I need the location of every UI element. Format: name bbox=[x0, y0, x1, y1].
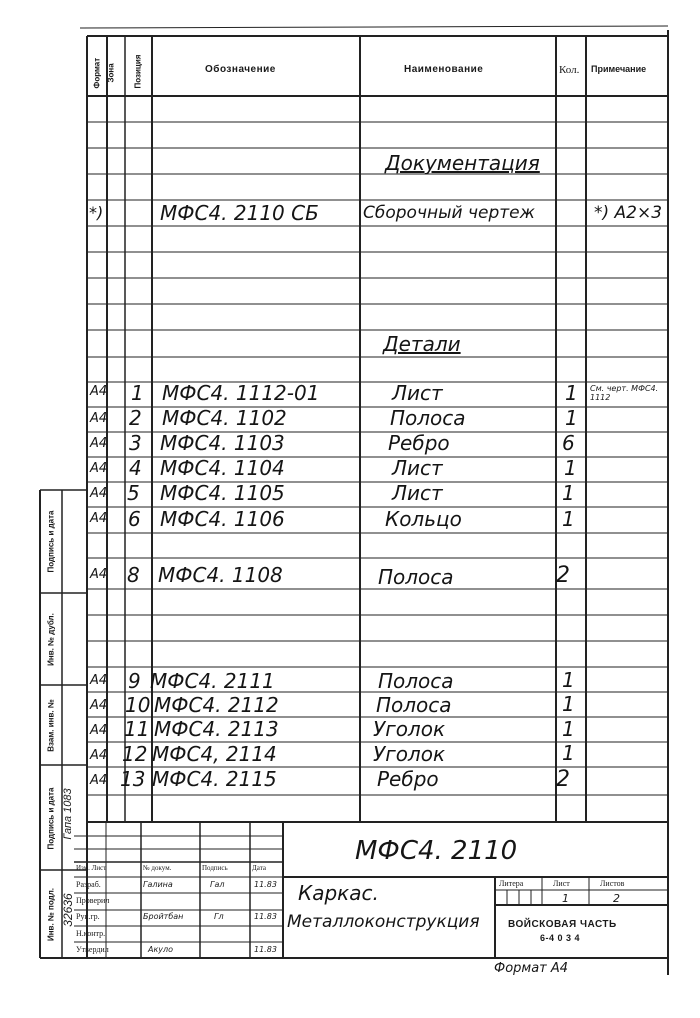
row-position: 9 bbox=[128, 669, 141, 693]
role-header-role: Изм. Лист bbox=[76, 864, 107, 872]
role-approver-name: Акуло bbox=[148, 945, 174, 954]
role-group-lead: Рук.гр. bbox=[76, 912, 100, 921]
row-designation: МФС4. 1112-01 bbox=[162, 381, 320, 405]
row-format: А4 bbox=[90, 773, 108, 788]
role-approver: Утвердил bbox=[76, 945, 109, 954]
row-name: Полоса bbox=[378, 565, 454, 589]
row-qty: 1 bbox=[565, 406, 578, 430]
header-designation: Обозначение bbox=[205, 64, 276, 75]
row-name: Уголок bbox=[373, 742, 446, 766]
row-format: А4 bbox=[90, 461, 108, 476]
side-inv-dubl: Инв. № дубл. bbox=[46, 613, 56, 666]
row-qty: 1 bbox=[562, 668, 575, 692]
role-group-lead-name: Бройтбан bbox=[143, 912, 184, 921]
row-note: См. черт. МФС4. 1112 bbox=[590, 384, 659, 402]
row-position: 1 bbox=[131, 381, 144, 405]
row-designation: МФС4. 2112 bbox=[154, 693, 279, 717]
role-developer-sign: Гал bbox=[210, 880, 225, 889]
role-header-name: № докум. bbox=[143, 864, 172, 872]
footer-format: Формат А4 bbox=[494, 961, 569, 976]
section-documentation: Документация bbox=[385, 151, 540, 175]
row-qty: 1 bbox=[565, 381, 578, 405]
role-approver-date: 11.83 bbox=[254, 945, 277, 954]
row-designation: МФС4. 1106 bbox=[160, 507, 285, 531]
org-line2: 6-4 0 3 4 bbox=[540, 933, 581, 943]
row-qty: 1 bbox=[562, 717, 575, 741]
doc-row-format: *) bbox=[89, 203, 104, 222]
role-group-lead-date: 11.83 bbox=[254, 912, 277, 921]
side-sign-date-2: Подпись и дата bbox=[46, 787, 56, 850]
header-name: Наименование bbox=[404, 64, 484, 75]
row-name: Лист bbox=[392, 381, 443, 405]
row-designation: МФС4. 1104 bbox=[160, 456, 285, 480]
row-position: 5 bbox=[127, 481, 140, 505]
row-format: А4 bbox=[90, 698, 108, 713]
row-qty: 2 bbox=[556, 563, 570, 588]
sheet-label: Лист bbox=[553, 879, 570, 888]
row-designation: МФС4. 1102 bbox=[162, 406, 287, 430]
side-inv-podl: Инв. № подл. bbox=[46, 887, 56, 942]
row-designation: МФС4. 2113 bbox=[154, 717, 279, 741]
row-format: А4 bbox=[90, 567, 108, 582]
row-name: Ребро bbox=[388, 431, 450, 455]
row-designation: МФС4, 2114 bbox=[152, 742, 277, 766]
row-format: А4 bbox=[90, 673, 108, 688]
section-parts: Детали bbox=[383, 332, 461, 356]
header-format: Формат bbox=[92, 57, 102, 89]
row-name: Полоса bbox=[390, 406, 466, 430]
row-position: 10 bbox=[125, 693, 151, 717]
role-group-lead-sign: Гл bbox=[214, 912, 224, 921]
sheets-value: 2 bbox=[613, 892, 620, 905]
row-designation: МФС4. 1108 bbox=[158, 563, 283, 587]
row-designation: МФС4. 2115 bbox=[152, 767, 277, 791]
sheets-label: Листов bbox=[600, 879, 625, 888]
header-zone: Зона bbox=[106, 63, 116, 83]
row-position: 11 bbox=[124, 717, 150, 741]
role-norm-control: Н.контр. bbox=[76, 929, 106, 938]
row-format: А4 bbox=[90, 411, 108, 426]
row-qty: 1 bbox=[562, 481, 575, 505]
row-qty: 6 bbox=[562, 431, 575, 455]
header-note: Примечание bbox=[591, 64, 647, 74]
role-developer-date: 11.83 bbox=[254, 880, 277, 889]
row-format: А4 bbox=[90, 384, 108, 399]
row-position: 2 bbox=[129, 406, 142, 430]
side-inv-number: 32636 bbox=[61, 893, 75, 927]
row-name: Лист bbox=[392, 481, 443, 505]
row-qty: 1 bbox=[562, 507, 575, 531]
row-designation: МФС4. 1105 bbox=[160, 481, 285, 505]
row-name: Полоса bbox=[376, 693, 452, 717]
row-qty: 1 bbox=[562, 741, 575, 765]
role-checker: Проверил bbox=[76, 896, 110, 905]
side-sign-date: Подпись и дата bbox=[46, 510, 56, 573]
row-name: Полоса bbox=[378, 669, 454, 693]
role-header-sign: Подпись bbox=[202, 864, 228, 872]
side-sign-written: Гапа 1083 bbox=[62, 788, 74, 840]
row-designation: МФС4. 2111 bbox=[150, 669, 275, 693]
row-qty: 2 bbox=[556, 767, 570, 792]
row-position: 12 bbox=[122, 742, 148, 766]
row-format: А4 bbox=[90, 723, 108, 738]
row-format: А4 bbox=[90, 436, 108, 451]
doc-row-name: Сборочный чертеж bbox=[363, 203, 535, 223]
row-format: А4 bbox=[90, 748, 108, 763]
role-developer: Разраб. bbox=[76, 880, 101, 889]
row-name: Уголок bbox=[373, 717, 446, 741]
row-position: 4 bbox=[129, 456, 142, 480]
row-name: Лист bbox=[392, 456, 443, 480]
row-name: Кольцо bbox=[385, 507, 462, 531]
row-name: Ребро bbox=[377, 767, 439, 791]
row-position: 8 bbox=[127, 563, 140, 587]
row-qty: 1 bbox=[562, 692, 575, 716]
side-vzam-inv: Взам. инв. № bbox=[46, 699, 56, 752]
row-qty: 1 bbox=[564, 456, 577, 480]
role-header-date: Дата bbox=[252, 864, 266, 872]
sheet-value: 1 bbox=[562, 892, 569, 905]
row-position: 3 bbox=[129, 431, 142, 455]
row-format: А4 bbox=[90, 511, 108, 526]
doc-number: МФС4. 2110 bbox=[355, 836, 518, 866]
row-position: 13 bbox=[120, 767, 146, 791]
title-line1: Каркас. bbox=[298, 881, 379, 905]
doc-row-note: *) А2×3 bbox=[594, 203, 663, 223]
header-qty: Кол. bbox=[559, 64, 580, 76]
row-position: 6 bbox=[128, 507, 141, 531]
row-designation: МФС4. 1103 bbox=[160, 431, 285, 455]
row-format: А4 bbox=[90, 486, 108, 501]
litera-label: Литера bbox=[499, 879, 524, 888]
role-developer-name: Галина bbox=[143, 880, 173, 889]
header-position: Позиция bbox=[133, 54, 143, 89]
title-line2: Металлоконструкция bbox=[287, 912, 480, 932]
org-line1: ВОЙСКОВАЯ ЧАСТЬ bbox=[508, 919, 617, 930]
doc-row-designation: МФС4. 2110 СБ bbox=[160, 201, 319, 225]
